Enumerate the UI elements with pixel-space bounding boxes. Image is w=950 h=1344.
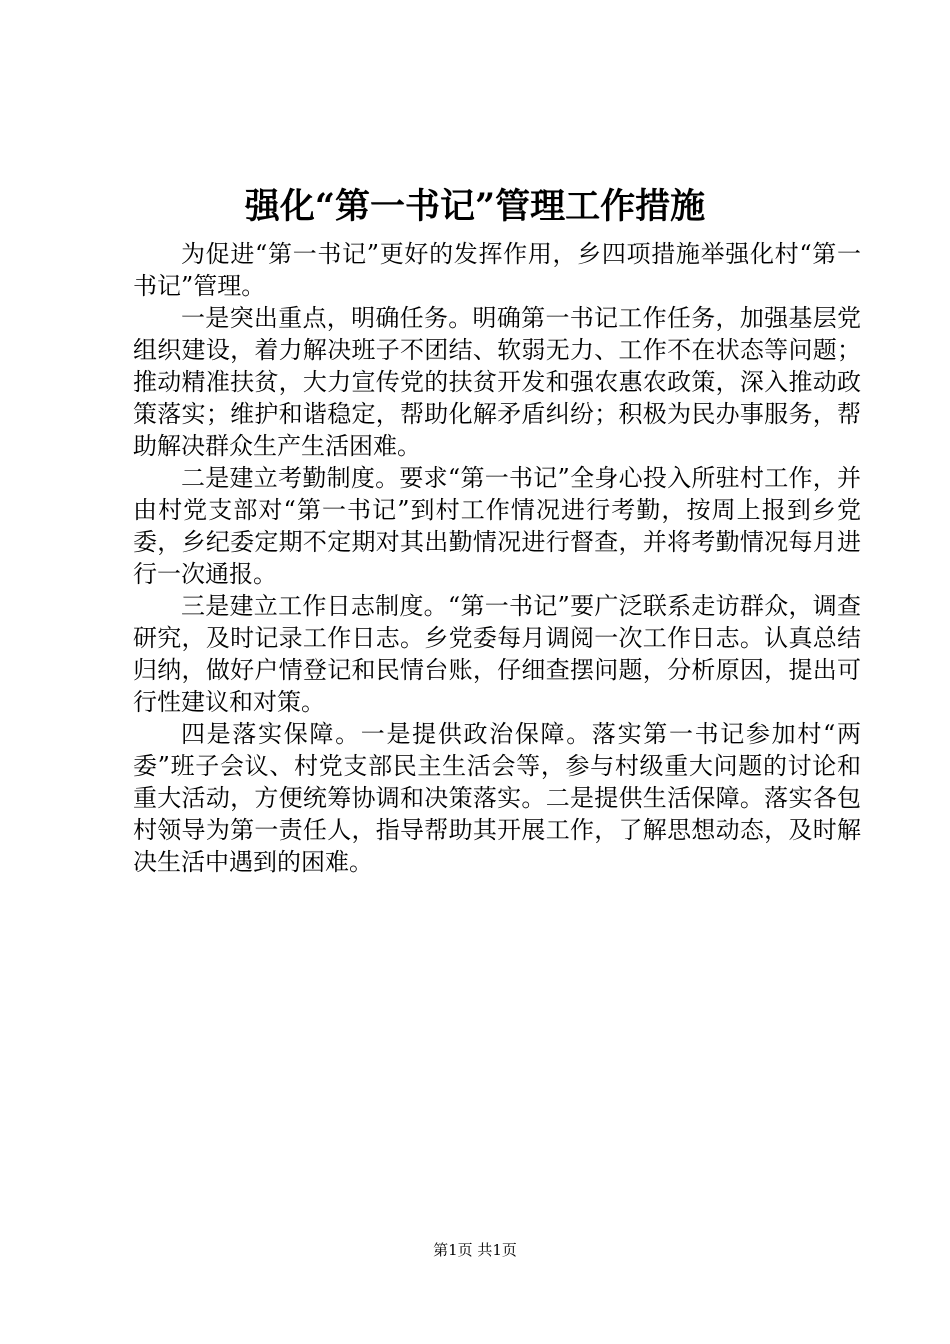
paragraph-measure-1: 一是突出重点，明确任务。明确第一书记工作任务，加强基层党组织建设，着力解决班子不团结、软弱无力、工作不在状态等问题；推动精准扶贫，大力宣传党的扶贫开发和强农惠农政策，深入推动政策落实；维护和谐稳定，帮助化解矛盾纠纷；积极为民办事服务，帮助解决群众生产生活困难。 (133, 304, 861, 460)
paragraph-measure-2: 二是建立考勤制度。要求“第一书记”全身心投入所驻村工作，并由村党支部对“第一书记”到村工作情况进行考勤，按周上报到乡党委，乡纪委定期不定期对其出勤情况进行督查，并将考勤情况每月进行一次通报。 (133, 464, 861, 588)
document-title: 强化“第一书记”管理工作措施 (244, 186, 706, 227)
paragraph-intro: 为促进“第一书记”更好的发挥作用，乡四项措施举强化村“第一书记”管理。 (133, 240, 861, 300)
document-body (133, 238, 861, 878)
paragraph-measure-3: 三是建立工作日志制度。“第一书记”要广泛联系走访群众，调查研究，及时记录工作日志。乡党委每月调阅一次工作日志。认真总结归纳，做好户情登记和民情台账，仔细查摆问题，分析原因，提出可行性建议和对策。 (133, 592, 861, 716)
paragraph-measure-4: 四是落实保障。一是提供政治保障。落实第一书记参加村“两委”班子会议、村党支部民主生活会等，参与村级重大问题的讨论和重大活动，方便统筹协调和决策落实。二是提供生活保障。落实各包村领导为第一责任人，指导帮助其开展工作，了解思想动态，及时解决生活中遇到的困难。 (133, 720, 861, 876)
page-footer: 第1页 共1页 (433, 1241, 517, 1259)
